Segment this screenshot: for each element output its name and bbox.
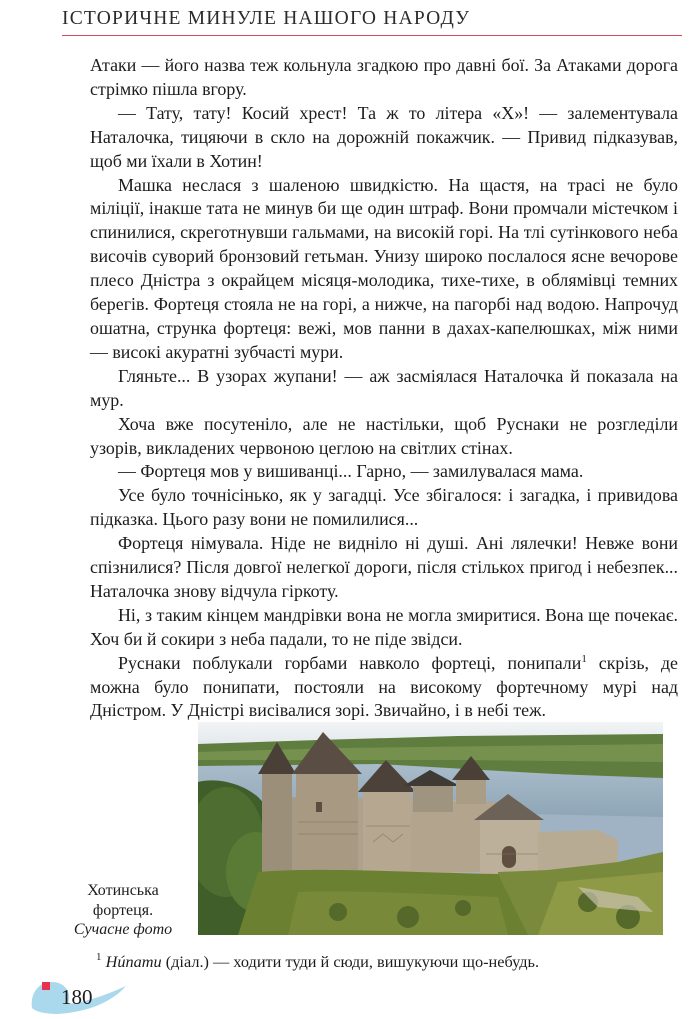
page-number: 180 bbox=[61, 985, 93, 1009]
caption-line: Хотинська bbox=[87, 882, 159, 899]
photo-caption bbox=[64, 881, 182, 940]
footnote-reference: 1 bbox=[581, 652, 587, 665]
footnote-term: Нúпати bbox=[105, 952, 162, 971]
running-header: ІСТОРИЧНЕ МИНУЛЕ НАШОГО НАРОДУ bbox=[62, 8, 682, 36]
footnote bbox=[96, 952, 539, 972]
footnote-marker: 1 bbox=[96, 951, 102, 963]
paragraph: Усе було точнісінько, як у загадці. Усе збігалося: і загадка, і привидова підказка. Цього разу вони не помилилися... bbox=[90, 485, 678, 530]
paragraph-text: Руснаки поблукали горбами навколо фортеці, понипали bbox=[118, 652, 582, 673]
paragraph-text: скрізь, де можна було понипати, постояли на високому фортечному мурі над Дністром. У Дністрі висівалися зорі. Звичайно, і в небі теж. bbox=[90, 652, 678, 721]
paragraph: — Фортеця мов у вишиванці... Гарно, — замилувалася мама. bbox=[118, 461, 584, 482]
body-text bbox=[90, 54, 678, 723]
paragraph: Хоча вже посутеніло, але не настільки, щоб Руснаки не розгледіли узорів, викладених червоною цеглою на світлих стінах. bbox=[90, 413, 678, 458]
fortress-photo bbox=[198, 722, 663, 935]
footnote-definition: (діал.) — ходити туди й сюди, вишукуючи що-небудь. bbox=[161, 952, 540, 971]
paragraph bbox=[90, 652, 678, 724]
paragraph: Гляньте... В узорах жупани! — аж засміялася Наталочка й показала на мур. bbox=[90, 365, 678, 410]
paragraph: Ні, з таким кінцем мандрівки вона не могла змиритися. Вона ще почекає. Хоч би й сокири з неба падали, то не піде звідси. bbox=[90, 604, 678, 649]
caption-line: фортеця. bbox=[92, 901, 154, 919]
caption-line: Сучасне фото bbox=[73, 921, 173, 938]
paragraph: — Тату, тату! Косий хрест! Та ж то літера «Х»! — залементувала Наталочка, тицяючи в скло на дорожній покажчик. — Привид підказував, щоб ми їхали в Хотин! bbox=[90, 102, 678, 171]
paragraph: Фортеця німувала. Ніде не видніло ні душі. Ані лялечки! Невже вони спізнилися? Після довгої нелегкої дороги, після стількох пригод і небезпек... Наталочка знову відчула гіркоту. bbox=[90, 533, 678, 601]
paragraph: Машка неслася з шаленою швидкістю. На щастя, на трасі не було міліції, інакше тата не минув би ще один штраф. Вони промчали містечком і спинилися, скреготнувши гальмами, на високій горі. На тлі сутінкового неба височів суворий бронзовий гетьман. Унизу широко послалося ясне вечорове плесо Дністра з окрайцем місяця-молодика, тихе-тихе, в облямівці темних берегів. Фортеця стояла не на горі, а нижче, на пагорбі над водою. Напрочуд ошатна, струнка фортеця: вежі, мов панни в дахах-капелюшках, між ними — високі акуратні зубчасті мури. bbox=[90, 174, 678, 362]
paragraph: Атаки — його назва теж кольнула згадкою про давні бої. За Атаками дорога стрімко пішла вгору. bbox=[90, 55, 678, 99]
